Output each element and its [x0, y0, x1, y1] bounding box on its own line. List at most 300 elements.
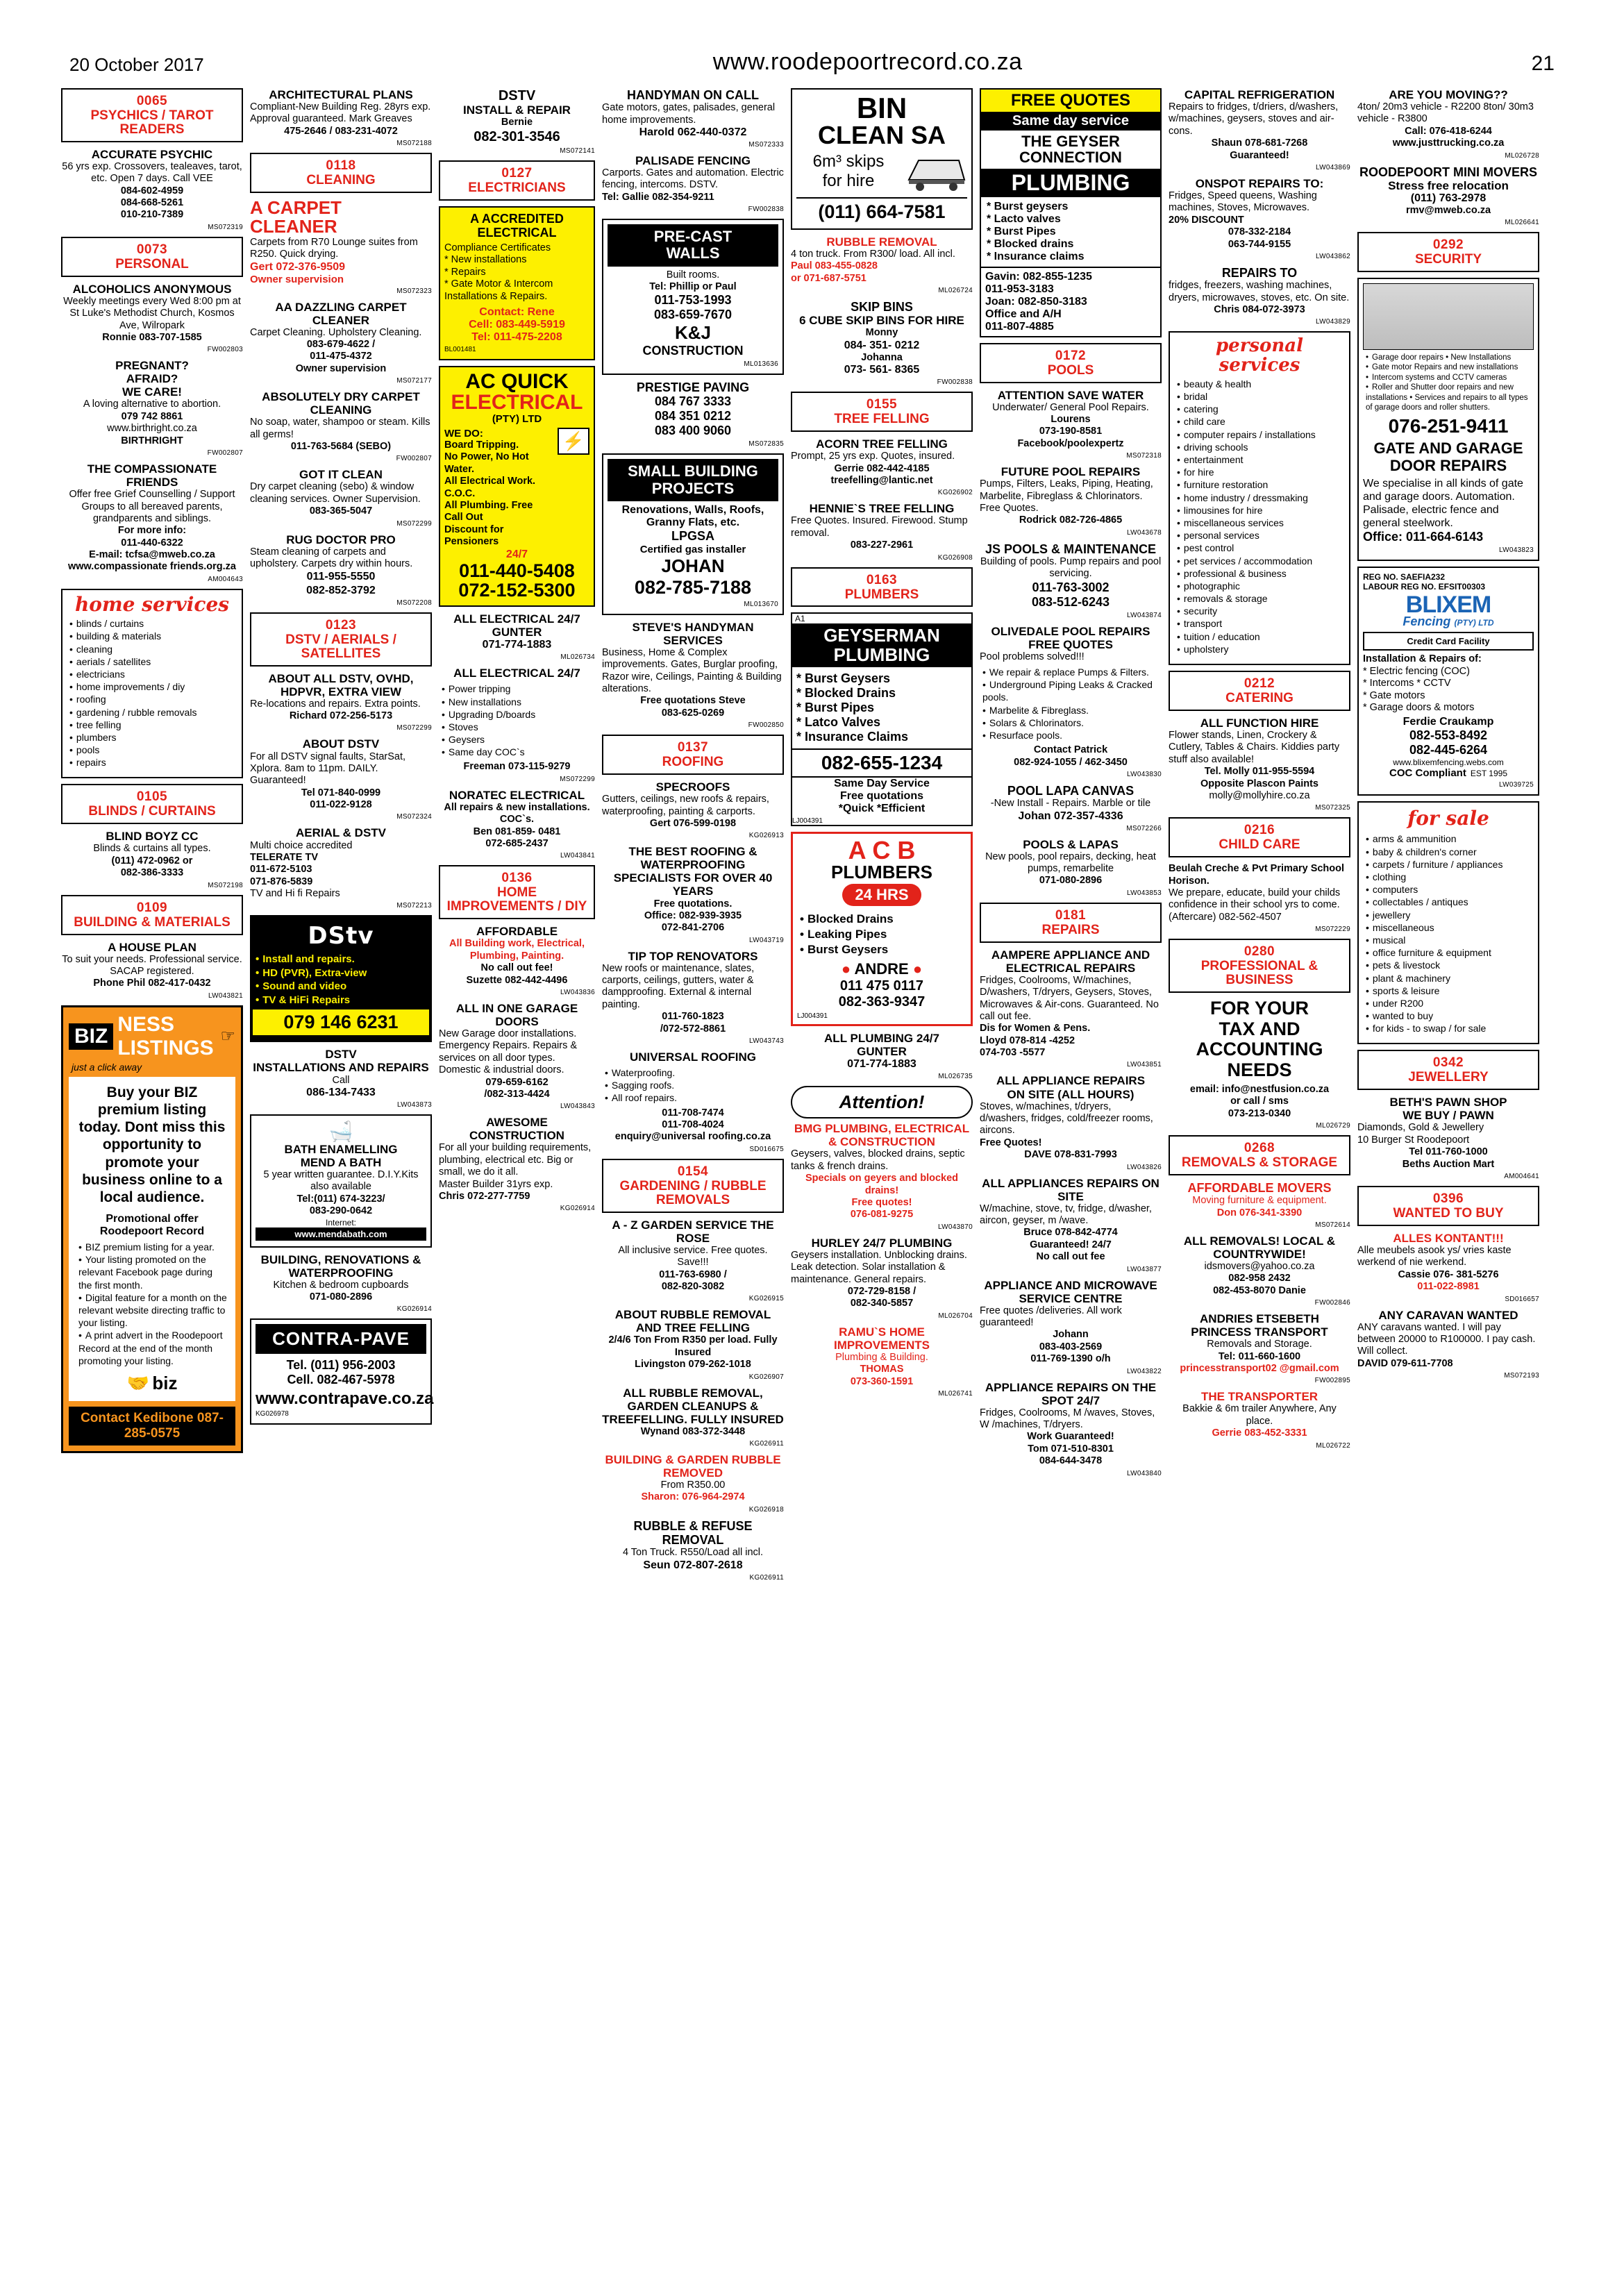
ad-body: New pools, pool repairs, decking, heat pumps, remarbelite	[985, 850, 1156, 874]
ad-body: Gutters, ceilings, new roofs & repairs, waterproofing, painting & carports.	[602, 794, 769, 817]
ad-body: Geysers installation. Unblocking drains. Leak detection. Solar installation & maintenance. General repairs.	[791, 1249, 967, 1285]
phone: 082-924-1055 / 462-3450	[1014, 756, 1128, 768]
ad-title: ARCHITECTURAL PLANS	[269, 88, 413, 101]
ad-prestige-paving	[602, 380, 784, 448]
ad-code: ML013636	[744, 360, 778, 369]
ad-title: ALL ELECTRICAL 24/7	[453, 667, 580, 680]
list-item: • Your listing promoted on the relevant Facebook page during the first month.	[78, 1253, 228, 1291]
ad-body: Diamonds, Gold & Jewellery	[1357, 1122, 1484, 1134]
ad-code: MS072324	[396, 813, 432, 821]
list-item: • home industry / dressmaking	[1177, 492, 1345, 504]
ad-code: KG026914	[396, 1305, 432, 1314]
category-tree-felling	[791, 392, 973, 432]
category-label: CLEANING	[306, 173, 376, 188]
ad-title-2: PLUMBING	[833, 644, 930, 665]
ad-body: ANY caravans wanted. I will pay between 20000 to R100000. I pay cash. Will collect.	[1357, 1321, 1536, 1357]
category-label: TREE FELLING	[834, 412, 930, 427]
service-item: * Blocked Drains	[796, 686, 896, 701]
list-item: • tuition / education	[1177, 630, 1345, 643]
ad-birthright	[61, 359, 243, 457]
ad-code: LW043829	[1315, 318, 1350, 326]
phone: 083-290-0642	[309, 1205, 373, 1217]
ad-title: HURLEY 24/7 PLUMBING	[811, 1236, 953, 1250]
ad-title: THE BEST ROOFING & WATERPROOFING SPECIALISTS FOR OVER 40 YEARS	[613, 845, 773, 898]
list-item: • beauty & health	[1177, 378, 1345, 390]
registration-number-2: LABOUR REG NO. EFSIT00303	[1363, 582, 1486, 592]
services-list	[797, 912, 966, 957]
ad-code: MS072208	[396, 598, 432, 607]
contact-name: Johann	[1053, 1329, 1089, 1341]
free-quotes-banner: FREE QUOTES	[981, 90, 1160, 112]
phone: 083-227-2961	[850, 539, 914, 551]
ad-future-pool-repairs	[980, 465, 1162, 537]
phone: (011) 664-7581	[796, 197, 967, 223]
ad-code: KG026902	[937, 489, 973, 497]
ad-handyman-on-call	[602, 88, 784, 149]
registration-number: REG NO. SAEFIA232	[1363, 572, 1446, 583]
ad-body: 56 yrs exp. Crossovers, tealeaves, tarot, etc. Open 7 days. Call VEE	[62, 160, 242, 185]
dstv-services-list	[253, 953, 429, 1007]
phone: 072-152-5300	[458, 579, 576, 601]
ad-code: LW043743	[748, 1037, 784, 1046]
ad-title: ABOUT DSTV	[302, 737, 380, 751]
ad-title: ACORN TREE FELLING	[816, 437, 948, 451]
ad-title: HENNIE`S TREE FELLING	[809, 502, 955, 516]
ad-title: Beulah Creche & Pvt Primary School Horison.	[1169, 863, 1345, 887]
ad-body: All Building work, Electrical, Plumbing, Painting.	[449, 938, 585, 962]
ad-code: AM004641	[1504, 1173, 1539, 1180]
phone: 011-475-4372	[310, 351, 372, 362]
phone: 082-340-5857	[850, 1298, 914, 1309]
ad-code: FW002803	[207, 346, 243, 354]
page-number: 21	[1531, 52, 1555, 75]
list-item: • Geysers	[442, 733, 595, 746]
ad-note: Guaranteed! 24/7	[1030, 1239, 1112, 1250]
ad-line: * New installations	[444, 254, 527, 266]
ad-note-2: No call out fee	[1036, 1251, 1105, 1263]
services-list	[602, 1066, 784, 1105]
ad-code: MS072299	[560, 775, 595, 783]
ad-title: RUBBLE REMOVAL	[826, 235, 937, 249]
ad-body: Fridges, Speed queens, Washing machines, Stoves, Microwaves.	[1169, 190, 1317, 214]
ad-body: A loving alternative to abortion.	[83, 399, 221, 410]
phone: 475-2646 / 083-231-4072	[284, 125, 398, 137]
phone: Phone Phil 082-417-0432	[93, 978, 211, 989]
ad-small-building-projects	[602, 453, 784, 614]
ad-title: AAMPERE APPLIANCE AND ELECTRICAL REPAIRS	[991, 948, 1150, 975]
list-item: • plumbers	[69, 731, 237, 744]
lightning-bolt-icon: ⚡	[562, 430, 585, 452]
category-wanted-to-buy	[1357, 1186, 1539, 1226]
ad-note: WE DO:	[444, 428, 483, 440]
ad-body: Fridges, Coolrooms, W/machines, D/washers, T/dryers, Geysers, Stoves, Microwaves & Air-cons. Guaranteed. No call out fee.	[980, 974, 1159, 1022]
ad-title: ATTENTION SAVE WATER	[997, 388, 1144, 402]
ad-title: DSTV	[325, 1048, 357, 1062]
ad-capital-refrigeration	[1169, 88, 1350, 171]
phone: Rodrick 082-726-4865	[1019, 514, 1123, 526]
precast-banner	[608, 224, 778, 266]
ad-beulah-creche	[1169, 863, 1350, 933]
ad-title: ALCOHOLICS ANONYMOUS	[72, 282, 232, 296]
home-services-list	[67, 617, 237, 769]
ad-about-dstv	[250, 737, 432, 821]
list-item: • collectables / antiques	[1366, 896, 1534, 908]
ad-palisade-fencing	[602, 154, 784, 213]
ad-body: -New Install - Repairs. Marble or tile	[990, 798, 1151, 810]
category-number: 0155	[866, 397, 898, 412]
ad-title: ALL REMOVALS! LOCAL & COUNTRYWIDE!	[1183, 1234, 1336, 1261]
ad-body: Built rooms.	[666, 269, 720, 280]
ad-body: Re-locations and repairs. Extra points.	[250, 698, 421, 710]
email: enquiry@universal roofing.co.za	[614, 1131, 771, 1143]
ad-all-in-one-garage-doors	[439, 1002, 595, 1110]
ad-code: LW043822	[1126, 1367, 1162, 1375]
list-item: • home improvements / diy	[69, 680, 237, 693]
ad-all-electrical-gunter	[439, 612, 595, 661]
list-item: • Roller and Shutter door repairs and new installations • Services and repairs to all types of garage doors and roller shutters.	[1366, 383, 1534, 412]
ad-note: Master Builder 31yrs exp.	[439, 1178, 553, 1190]
phone: Suzette 082-442-4496	[466, 974, 568, 986]
phone: Ben 081-859- 0481	[473, 826, 561, 837]
phone: 011-753-1993	[654, 293, 732, 308]
list-item: • wanted to buy	[1366, 1009, 1534, 1022]
email: idsmovers@yahoo.co.za	[1204, 1260, 1315, 1272]
phone: Joan: 082-850-3183	[985, 295, 1087, 308]
phone: 011-440-5408	[459, 560, 575, 581]
ad-alcoholics-anonymous	[61, 283, 243, 354]
attention-banner: Attention!	[791, 1086, 973, 1118]
category-child-care	[1169, 817, 1350, 857]
ad-dstv-install-repair	[439, 88, 595, 155]
ad-beths-pawn-shop	[1357, 1096, 1539, 1180]
ad-note: Dis for Women & Pens.	[980, 1023, 1091, 1034]
website[interactable]: www.mendabath.com	[256, 1227, 426, 1241]
ad-body: Carports. Gates and automation. Electric fencing, intercoms. DSTV.	[602, 167, 784, 191]
list-item: • furniture restoration	[1177, 478, 1345, 491]
ad-rug-doctor-pro	[250, 533, 432, 607]
ad-title: THE COMPASSIONATE FRIENDS	[87, 462, 217, 489]
column-5	[791, 88, 973, 1398]
phone: Seun 072-807-2618	[643, 1559, 743, 1571]
ad-body: 4 ton truck. From R300/ load. All incl.	[791, 249, 955, 260]
ad-title: A C B	[848, 836, 916, 865]
phone: 071-080-2896	[1039, 875, 1103, 887]
phone: 082-386-3333	[120, 867, 184, 879]
ad-body: Plumbing & Building.	[835, 1351, 928, 1363]
phone: 011-763-6980 /	[659, 1268, 727, 1280]
column-1	[61, 88, 243, 1453]
ad-title: GOT IT CLEAN	[299, 468, 383, 482]
ad-body: 2/4/6 Ton From R350 per load. Fully Insured	[608, 1334, 778, 1358]
contact-name: Contact: Rene	[479, 306, 555, 319]
ad-the-transporter	[1169, 1390, 1350, 1449]
ad-tag: A1	[795, 614, 805, 624]
ad-olivedale-pool-repairs	[980, 625, 1162, 778]
list-item: • Resurface pools.	[982, 729, 1162, 741]
biz-logo-text: NESS LISTINGS	[117, 1012, 214, 1059]
phone: Chris 084-072-3973	[1214, 303, 1305, 315]
phone: 084-644-3478	[1039, 1455, 1103, 1467]
list-item: • plant & machinery	[1366, 972, 1534, 984]
list-item: • upholstery	[1177, 643, 1345, 655]
ad-biz-listings[interactable]	[61, 1005, 243, 1453]
service-item: * Lacto valves	[987, 212, 1061, 225]
website: www.blixemfencing.webs.com	[1393, 757, 1504, 768]
phone: (011) 472-0962 or	[111, 855, 193, 866]
ad-body: Pool problems solved!!!	[980, 651, 1085, 662]
ad-note: or call / sms	[1230, 1096, 1289, 1107]
ad-title-3: ACCOUNTING	[1196, 1039, 1323, 1060]
service-item: * Insurance Claims	[796, 730, 909, 744]
category-label: BLINDS / CURTAINS	[88, 804, 216, 819]
list-item: • for hire	[1177, 466, 1345, 478]
phone: 011-807-4885	[985, 320, 1054, 333]
phone: 071-080-2896	[309, 1291, 373, 1302]
ad-title-2: 6 CUBE SKIP BINS FOR HIRE	[799, 314, 964, 328]
ad-code: LW043853	[1126, 889, 1162, 897]
ad-ramus-home-improvements	[791, 1325, 973, 1398]
ad-title-2: PLUMBERS	[831, 862, 932, 883]
ad-code: ML026741	[938, 1390, 973, 1398]
category-label: WANTED TO BUY	[1393, 1206, 1504, 1221]
ad-compassionate-friends	[61, 462, 243, 583]
phone: 083-679-4622 /	[306, 338, 376, 350]
list-item: • Same day COC`s	[442, 746, 595, 758]
list-item: • Solars & Chlorinators.	[982, 717, 1162, 729]
category-building-materials	[61, 895, 243, 935]
ad-code: LW043678	[1126, 528, 1162, 537]
phone: Tel. Molly 011-955-5594	[1204, 766, 1315, 778]
ad-code: LW043823	[1498, 546, 1534, 555]
phone: 079-659-6162	[485, 1076, 549, 1088]
phone: Gerrie 082-442-4185	[834, 462, 930, 474]
services-list	[439, 682, 595, 758]
ad-precast-walls	[602, 219, 784, 375]
contact-name: Ferdie Craukamp	[1403, 716, 1494, 728]
list-item: • carpets / furniture / appliances	[1366, 858, 1534, 871]
list-item: • building & materials	[69, 630, 237, 642]
phone: Tel 071-840-0999	[301, 787, 381, 798]
ad-body: Prompt, 25 yrs exp. Quotes, insured.	[791, 451, 955, 462]
list-item: • sports & leisure	[1366, 984, 1534, 997]
ad-contra-pave	[250, 1318, 432, 1424]
ad-body: Weekly meetings every Wed 8:00 pm at St Luke's Methodist Church, Kosmos Ave, Wilropark	[63, 295, 241, 331]
phone: Tel:(011) 674-3223/	[296, 1193, 385, 1205]
phone: 073-360-1591	[850, 1375, 914, 1387]
ad-title: ALL APPLIANCE REPAIRS	[996, 1074, 1146, 1088]
ad-all-plumbing-gunter	[791, 1032, 973, 1080]
ad-rubble-removal	[791, 235, 973, 294]
category-label: CHILD CARE	[1219, 837, 1300, 853]
phone: 011-955-5550	[306, 571, 376, 583]
category-number: 0073	[136, 242, 168, 257]
category-label: PSYCHICS / TAROT READERS	[90, 108, 214, 137]
phone: Ronnie 083-707-1585	[102, 332, 202, 343]
ad-title: GATE AND GARAGE DOOR REPAIRS	[1373, 439, 1523, 474]
list-item: • baby & children's corner	[1366, 846, 1534, 858]
category-cleaning	[250, 153, 432, 193]
ad-code: MS072325	[1315, 804, 1350, 812]
contact-name: Lourens	[1050, 413, 1091, 425]
ad-title: SPECROOFS	[655, 780, 730, 794]
ad-code: ML026724	[938, 287, 973, 295]
ad-title-2: AFRAID?	[126, 372, 178, 386]
org-name: BIRTHRIGHT	[121, 435, 183, 446]
ad-title: AA DAZZLING CARPET CLEANER	[275, 300, 407, 327]
ad-steves-handyman	[602, 621, 784, 729]
phone: 082-958 2432	[1228, 1273, 1291, 1284]
ad-alles-kontant	[1357, 1232, 1539, 1303]
list-item: • New installations	[442, 696, 595, 708]
list-item: • musical	[1366, 934, 1534, 946]
category-number: 0181	[1055, 907, 1087, 923]
ad-body: Multi choice accredited	[250, 839, 353, 851]
phone: Don 076-341-3390	[1216, 1207, 1303, 1218]
category-personal	[61, 237, 243, 277]
ad-code: LW043873	[396, 1100, 432, 1109]
ad-body: Compliant-New Building Reg. 28yrs exp. Approval guaranteed. Mark Greaves	[250, 101, 431, 125]
list-item: • pools	[69, 744, 237, 756]
ad-gate-garage-door-repairs	[1357, 278, 1539, 561]
ad-code: MS072319	[208, 223, 243, 231]
ad-code: KG026908	[937, 553, 973, 562]
phone: 073-190-8581	[1039, 426, 1103, 437]
list-item: • office furniture & equipment	[1366, 946, 1534, 959]
service-item: * Intercoms * CCTV	[1363, 678, 1451, 689]
ad-title: RUG DOCTOR PRO	[286, 533, 396, 546]
list-item: • Stoves	[442, 721, 595, 733]
category-repairs	[980, 903, 1162, 943]
ad-code: LW039725	[1498, 781, 1534, 789]
list-item: • driving schools	[1177, 441, 1345, 453]
category-number: 0292	[1432, 237, 1464, 253]
ad-ac-quick-electrical	[439, 366, 595, 607]
phone: Bruce 078-842-4774	[1023, 1227, 1118, 1239]
category-number: 0280	[1244, 944, 1275, 960]
address: 10 Burger St Roodepoort	[1357, 1134, 1470, 1146]
list-item: • limousines for hire	[1177, 504, 1345, 517]
ad-pool-lapa-canvas	[980, 784, 1162, 832]
phone: 083-625-0269	[661, 707, 725, 719]
ad-title: ABOUT RUBBLE REMOVAL AND TREE FELLING	[614, 1308, 771, 1335]
ad-any-caravan-wanted	[1357, 1309, 1539, 1380]
ad-subtitle: TELERATE TV	[250, 851, 319, 863]
list-item: • Install and repairs.	[256, 953, 429, 966]
phone: Office: 082-939-3935	[644, 910, 742, 921]
ad-note: Owner supervision	[295, 362, 387, 374]
ad-title: RAMU`S HOME IMPROVEMENTS	[834, 1325, 930, 1352]
category-number: 0154	[677, 1164, 709, 1179]
ad-note: Same Day Service	[834, 778, 930, 790]
ad-code: LW043869	[1315, 163, 1350, 171]
ad-dstv-installations	[250, 1048, 432, 1108]
list-item: • Sound and video	[256, 980, 429, 994]
ad-code: FW002895	[1314, 1377, 1350, 1385]
certification-note: Certified gas installer	[639, 543, 746, 555]
ad-dstv-display[interactable]	[250, 915, 432, 1042]
category-number: 0342	[1432, 1055, 1464, 1071]
category-label: SECURITY	[1414, 252, 1482, 267]
category-label: BUILDING & MATERIALS	[74, 914, 231, 930]
ad-title: POOLS & LAPAS	[1023, 837, 1119, 851]
ad-code: MS072299	[396, 519, 432, 528]
ad-code: MS072213	[396, 902, 432, 910]
ad-body: Kitchen & bedroom cupboards	[273, 1279, 409, 1291]
ad-code: MS072323	[396, 287, 432, 295]
ad-title: APPLIANCE AND MICROWAVE SERVICE CENTRE	[984, 1278, 1157, 1305]
category-label: REPAIRS	[1041, 922, 1100, 937]
category-plumbers	[791, 567, 973, 607]
phone: Gerrie 083-452-3331	[1212, 1427, 1307, 1439]
category-electricians	[439, 160, 595, 201]
ad-aampere-appliance	[980, 948, 1162, 1069]
column-6	[980, 88, 1162, 1477]
ad-title-2: ELECTRICAL	[451, 391, 583, 414]
ad-code: LW043830	[1126, 771, 1162, 778]
ad-bmg-plumbing	[791, 1086, 973, 1230]
list-item: • aerials / satellites	[69, 655, 237, 668]
ad-title: BATH ENAMELLING	[284, 1142, 398, 1156]
ad-body: To suit your needs. Professional service. SACAP registered.	[62, 953, 242, 977]
list-item: • Marbelite & Fibreglass.	[982, 704, 1162, 717]
ad-tax-accounting	[1169, 998, 1350, 1130]
coc-compliant: COC Compliant	[1389, 767, 1466, 780]
same-day-banner: Same day service	[981, 112, 1160, 131]
section-title: for sale	[1407, 807, 1489, 830]
phone: 072-729-8158 /	[847, 1286, 916, 1297]
ad-affordable-movers	[1169, 1181, 1350, 1229]
ad-title: CAPITAL REFRIGERATION	[1184, 88, 1335, 101]
ad-body: For all your building requirements, plumbing, electrical etc. Big or small, we do it all.	[439, 1142, 592, 1178]
blixem-logo: BLIXEM	[1405, 592, 1491, 619]
ad-title-2: INSTALL & REPAIR	[463, 103, 571, 117]
ad-title: HANDYMAN ON CALL	[627, 88, 759, 102]
phone: 076-081-9275	[850, 1209, 914, 1221]
smallbuilding-banner	[608, 459, 778, 501]
ad-code: MS072141	[560, 146, 595, 155]
ad-code: MS072198	[208, 881, 243, 889]
ad-body: fridges, freezers, washing machines, dryers, microwaves, stoves, etc. On site.	[1169, 280, 1350, 303]
ad-title: PALISADE FENCING	[635, 153, 751, 167]
ad-note: For more info:	[117, 525, 187, 537]
category-label: HOME IMPROVEMENTS / DIY	[446, 885, 587, 914]
category-number: 0163	[866, 572, 898, 587]
phone-2: 011-022-8981	[1417, 1281, 1480, 1293]
ad-title: FOR YOUR	[1209, 998, 1309, 1019]
ad-body: Renovations, Walls, Roofs, Granny Flats, etc.	[621, 503, 764, 528]
list-item: • blinds / curtains	[69, 617, 237, 630]
biz-promo-1: Promotional offer	[106, 1213, 199, 1225]
ad-title: PREGNANT?	[115, 359, 189, 373]
biz-contact[interactable]: Contact Kedibone 087-285-0575	[69, 1407, 235, 1446]
ad-code: ML026641	[1505, 219, 1539, 227]
ad-title: AC QUICK	[465, 370, 569, 394]
category-number: 0105	[136, 789, 168, 805]
website: www.contrapave.co.za	[256, 1389, 434, 1409]
phone: Freeman 073-115-9279	[463, 761, 571, 773]
ad-title-2: TAX AND	[1219, 1018, 1300, 1039]
ad-all-appliances-repairs-onsite	[980, 1177, 1162, 1273]
ad-code: ML026728	[1505, 151, 1539, 160]
ad-code: LW043719	[748, 936, 784, 944]
category-number: 0216	[1244, 823, 1275, 838]
ad-title: BETH'S PAWN SHOP	[1389, 1096, 1507, 1109]
phone: 084-668-5261	[120, 197, 184, 209]
category-number: 0137	[677, 740, 709, 755]
phone: Tel 011-760-1000	[1409, 1146, 1488, 1158]
ad-title: NORATEC ELECTRICAL	[449, 788, 585, 802]
list-item: • for kids - to swap / for sale	[1366, 1022, 1534, 1034]
